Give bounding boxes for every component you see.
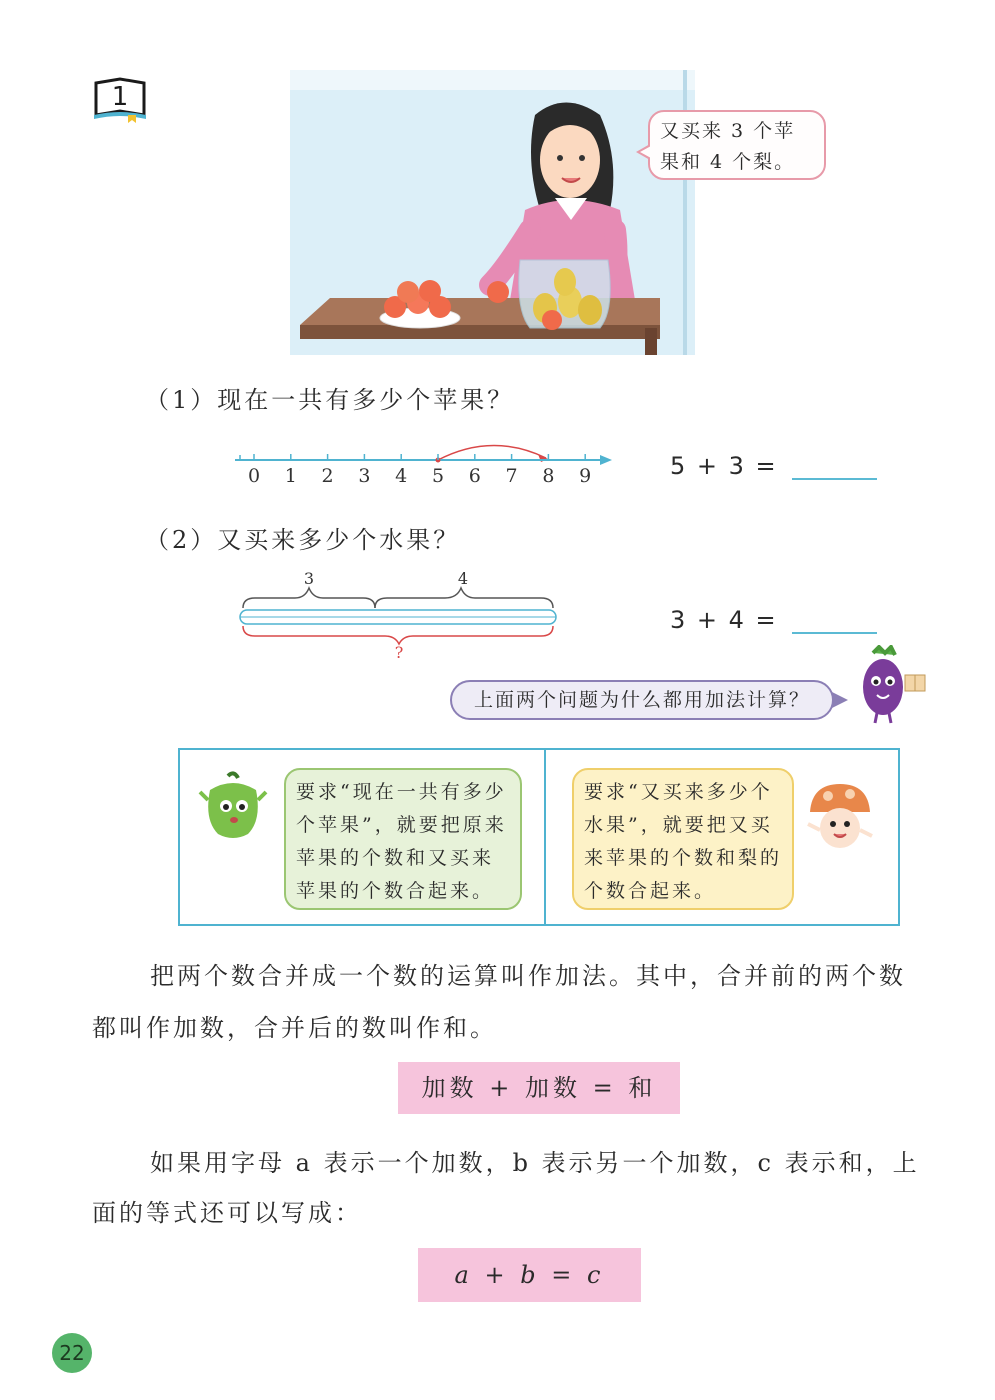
formula-b: b	[520, 1261, 540, 1289]
page-number-badge: 22	[52, 1333, 92, 1373]
answer-blank-1[interactable]	[792, 456, 877, 480]
number-line-tick-label: 8	[542, 465, 555, 487]
word-formula-box	[398, 1062, 680, 1114]
formula-plus: +	[484, 1261, 509, 1289]
number-line-tick-label: 2	[321, 465, 334, 487]
formula-equals: =	[551, 1261, 576, 1289]
number-line-tick-label: 6	[468, 465, 481, 487]
definition-paragraph	[92, 950, 932, 1054]
part-a-label: 3	[303, 572, 315, 588]
equation-2	[670, 606, 877, 634]
right-explanation-bubble: 要求“又买来多少个水果”，就要把又买来苹果的个数和梨的个数合起来。	[572, 768, 794, 910]
letter-formula-box	[418, 1248, 641, 1302]
open-book-icon	[92, 75, 148, 125]
answer-blank-2[interactable]	[792, 610, 877, 634]
letter-text: 如果用字母 a 表示一个加数，b 表示另一个加数，c 表示和，上面的等式还可以写成：	[92, 1149, 920, 1227]
number-line-tick-label: 9	[579, 465, 592, 487]
question-1-label: （1）现在一共有多少个苹果？	[145, 386, 515, 414]
prompt-bubble	[450, 680, 834, 720]
discussion-divider	[544, 748, 546, 926]
number-line-tick-label: 1	[284, 465, 297, 487]
speech-bubble	[648, 110, 826, 180]
number-line-tick-label: 0	[247, 465, 261, 487]
example-number-badge	[92, 75, 148, 125]
equation-2-text: 3 + 4 =	[670, 606, 778, 634]
left-explanation-bubble: 要求“现在一共有多少个苹果”，就要把原来苹果的个数和又买来苹果的个数合起来。	[284, 768, 522, 910]
number-line-tick-label: 5	[431, 465, 445, 487]
pepper-mascot	[198, 770, 268, 846]
number-line	[230, 440, 620, 490]
equation-1-text: 5 + 3 =	[670, 452, 778, 480]
number-line-tick-label: 3	[358, 465, 371, 487]
part-b-label: 4	[457, 572, 469, 588]
definition-text: 把两个数合并成一个数的运算叫作加法。其中，合并前的两个数都叫作加数，合并后的数叫作和。	[92, 962, 906, 1042]
eggplant-mascot	[845, 645, 930, 725]
example-number: 1	[111, 82, 129, 112]
mushroom-mascot	[800, 778, 880, 854]
number-line-tick-label: 7	[505, 465, 518, 487]
equation-1	[670, 452, 877, 480]
formula-c: c	[587, 1261, 605, 1289]
letter-paragraph	[92, 1138, 942, 1238]
total-label: ?	[394, 643, 404, 662]
question-2-label: （2）又买来多少个水果？	[145, 526, 461, 554]
formula-a: a	[454, 1261, 473, 1289]
shopping-illustration	[290, 70, 695, 355]
word-formula-text: 加数 + 加数 = 和	[421, 1074, 657, 1102]
number-line-tick-label: 4	[395, 465, 408, 487]
part-whole-diagram	[235, 572, 565, 662]
speech-text: 又买来 3 个苹果和 4 个梨。	[660, 120, 796, 173]
prompt-text: 上面两个问题为什么都用加法计算？	[473, 689, 810, 711]
